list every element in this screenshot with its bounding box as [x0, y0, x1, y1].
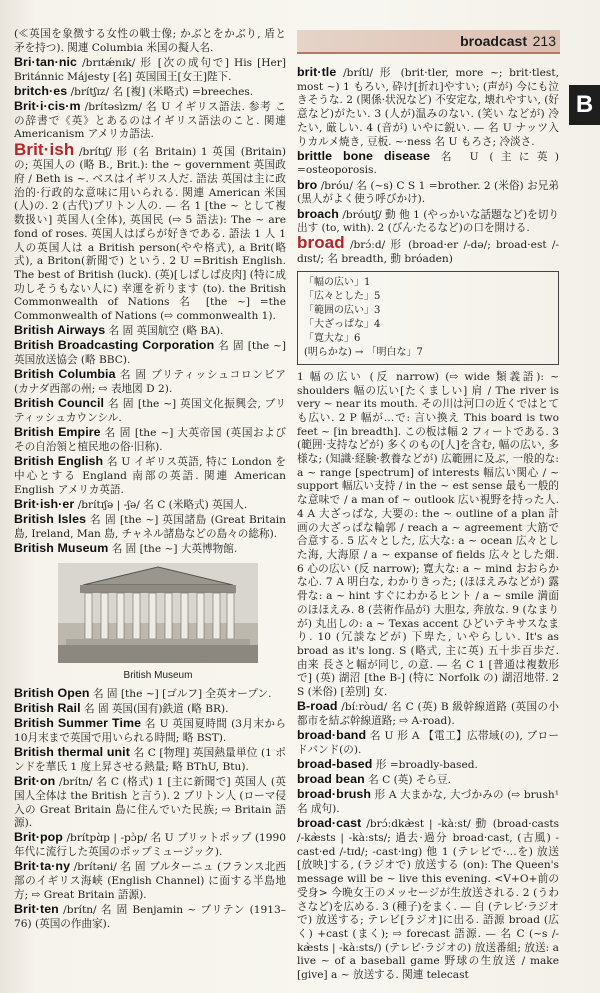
entry-definition: 名 固 [the ~] 英国諸島 (Great Britain 島, Ireland, Man 島, チャネル諸島などの島々の総称). — [14, 513, 286, 540]
entry-headword[interactable]: britch·es — [14, 83, 68, 98]
dictionary-entry — [297, 773, 559, 788]
entry-headword[interactable]: Brit·pop — [14, 830, 63, 845]
entry-headword[interactable]: British Columbia — [14, 367, 116, 382]
entry-definition: /brítʃɪz/ 名 [複] (米略式) =breeches. — [70, 85, 254, 98]
dictionary-entry — [14, 397, 286, 425]
dictionary-entry — [297, 371, 559, 700]
entry-headword[interactable]: bro — [297, 177, 318, 192]
dictionary-entry — [14, 100, 286, 142]
dictionary-entry — [14, 28, 286, 55]
entry-headword[interactable]: British English — [14, 454, 104, 469]
entry-definition: 名 固 [the ~] 大英帝国 (英国およびその自治領と植民地の俗·旧称). — [14, 427, 286, 453]
entry-headword[interactable]: British Rail — [14, 701, 81, 716]
dictionary-entry — [14, 903, 286, 931]
dictionary-entry — [14, 717, 286, 745]
entry-definition: 1 幅の広い (反 narrow) (⇨ wide 類義語): ~ shoulders 幅の広い[たくましい] 肩 / The river is very ~ near its mouth. その川は河口の近くではとても広い. 2 P 幅が…で: 言い換え This board is two feet ~ [in breadth]. この板は幅 2 フィートである. 3 (範囲·支持などが) 多くのもの[人]を含む, 幅の広い, 多様な; (知識·経験·教養などが) 広範囲に及ぶ, 一般的な: a ~ range [spectrum] of interests 幅広い関心 / ~ support 幅広い支持 / in the ~ est sense 最も一般的な意味で / a man of ~ outlook 広い視野を持った人. 4 A 大ざっぱな, 大要の: the ~ outline of a plan 計画の大ざっぱな輪郭 / reach a ~ agreement 大筋で合意する. 5 広々とした, 広大な: a ~ ocean 広々とした海, 大海原 / a ~ expanse of fields 広々とした畑. 6 心の広い (反 narrow); 寛大な: a ~ mind おおらかな心. 7 A 明白な, わかりきった; (ほほえみなどが) 露骨な: a ~ hint すぐにわかるヒント / a ~ smile 満面のほほえみ. 8 (芸術作品が) 大胆な, 奔放な. 9 (なまりが) 丸出しの: a ~ Texas accent ひどいテキサスなまり. 10 (冗談などが) 下卑た, いやらしい. It's as broad as it's long. S (略式, 主に英) 五十歩百歩だ. 由来 長さと幅が同じ, の意. — 名 C 1 [普通は複数形で] (英) 湖沼 [the B-] (特に Norfolk の) 湖沼地帯. 2 S (米俗) [差別] 女. — [297, 370, 559, 699]
entry-headword[interactable]: Bri·tan·nic — [14, 54, 78, 69]
dictionary-entry — [14, 831, 286, 859]
entry-definition: 名 固 ブリティッシュコロンビア (カナダ西部の州; ⇨ 表地図 D 2). — [14, 369, 286, 396]
dictionary-entry — [14, 746, 286, 774]
entry-definition: 名 U (主に英) =osteoporosis. — [297, 150, 559, 177]
meaning-map-line: 「広々とした」5 — [304, 290, 381, 302]
entry-headword[interactable]: Brit·ish·er — [14, 496, 75, 511]
entry-headword[interactable]: British Empire — [14, 425, 101, 440]
entry-definition: /bíːròud/ 名 C (英) B 級幹線道路 (英国の小都市を結ぶ幹線道路; ⇨ A-road). — [297, 701, 559, 727]
entry-definition: 名 U 英国夏時間 (3月末から10月末まで英国で用いられる時間; 略 BST). — [14, 718, 287, 745]
dictionary-entry — [14, 324, 286, 339]
entry-definition: 名 固 [the ~] 英国放送協会 (略 BBC). — [14, 340, 286, 367]
dictionary-entry — [14, 455, 286, 497]
entry-definition: 名 U 形 A 【電工】広帯域(の), ブロードバンド(の). — [297, 730, 559, 756]
entry-headword[interactable]: brittle bone disease — [297, 148, 431, 163]
entry-headword[interactable]: Brit·on — [14, 774, 56, 789]
entry-definition: (≪英国を象徴する女性の戦士像; かぶとをかぶり, 盾と矛を持つ). 関連 Columbia 米国の擬人名. — [14, 28, 286, 54]
meaning-map-line: (明らかな) → 「明白な」7 — [304, 346, 423, 358]
dictionary-entry — [14, 860, 286, 902]
entry-definition: 名 U イギリス英語, 特に London を中心とする England 南部の英語. 関連 American English アメリカ英語. — [14, 456, 286, 496]
dictionary-entry — [297, 700, 559, 728]
entry-headword[interactable]: broad·cast — [297, 816, 362, 831]
dictionary-entry — [14, 498, 286, 513]
entry-headword[interactable]: broad — [297, 233, 345, 253]
entry-headword[interactable]: British Summer Time — [14, 716, 142, 731]
entry-headword[interactable]: broad·brush — [297, 787, 372, 802]
entry-definition: 名 固 [the ~] 英国文化振興会, ブリティッシュカウンシル. — [14, 398, 286, 424]
entry-definition: /bróu/ 名 (~s) C S 1 =brother. 2 (米俗) お兄弟 (黒人がよく使う呼びかけ). — [297, 179, 559, 206]
entry-definition: /brítɪʃə | -ʃə/ 名 C (米略式) 英国人. — [77, 498, 248, 511]
meaning-map-line: 「幅の広い」1 — [304, 276, 371, 288]
entry-headword[interactable]: broach — [297, 206, 339, 221]
entry-headword[interactable]: British thermal unit — [14, 745, 130, 760]
entry-definition: /brítl/ 形 (brit·tler, more ~; brit·tlest, most ~) 1 もろい, 砕け[折れ]やすい; (声が) 今にも泣きそうな. 2 (関係·状況など) 不安定な, 壊れやすい, (好意など)がたい. 3 (人が)温みのない. (笑い などが) 冷たい, 厳しい. 4 (音が) いやに鋭い. — 名 U ナッツ入りカルメ焼き, 豆板. ~·ness 名 U もろさ; 冷淡さ. — [297, 67, 559, 148]
entry-definition: /brítn/ 名 C (格式) 1 [主に新聞で] 英国人 (英国人全体は the British と言う). 2 ブリトン人 (ローマ侵入の Great Britain 島に住んでいた民族; ⇨ Britain 語源). — [14, 776, 286, 830]
entry-headword[interactable]: British Broadcasting Corporation — [14, 338, 215, 353]
dictionary-entry — [297, 729, 559, 757]
meaning-map-line: 「大ざっぱな」4 — [304, 318, 381, 330]
entry-definition: /brítəni/ 名 固 ブルターニュ (フランス北西部のイギリス海峡 (English Channel) に面する半島地方; ⇨ Great Britain 語源). — [14, 861, 287, 901]
dictionary-entry — [14, 85, 286, 100]
meaning-map-line: 「寛大な」6 — [304, 332, 361, 344]
dictionary-entry — [297, 66, 559, 149]
dictionary-entry — [297, 179, 559, 207]
entry-headword[interactable]: Brit·ten — [14, 901, 59, 916]
entry-definition: 形 =broadly-based. — [375, 759, 478, 772]
right-column — [297, 66, 559, 983]
thumb-index-tab[interactable]: B — [569, 85, 600, 125]
entry-headword[interactable]: Brit·i·cis·m — [14, 99, 81, 114]
entry-headword[interactable]: Brit·ta·ny — [14, 859, 71, 874]
dictionary-entry — [14, 775, 286, 831]
entry-definition: /brɪtǽnɪk/ 形 [次の成句で] His [Her] Británnic Májesty [名] 英国国王[女王]陛下. — [14, 56, 286, 83]
entry-definition: 形 A 大まかな, 大づかみの (⇨ brush¹ 名 成句). — [297, 789, 559, 816]
entry-definition: 名 固 [the ~] 大英博物館. — [111, 542, 238, 555]
entry-definition: /brítɪʃ/ 形 (名 Britain) 1 英国 (Britain) の; 英国人の (略 B., Brit.): the ~ government 英国政府 / Beth is ~. ベスはイギリス人だ. 語法 英国は主に政治的·行政的な意味に用いられる. 関連 American 米国(人)の. 2 (古代)ブリトン人の. — 名 1 [the ~ として複数扱い] 英国人(全体), 英国民 (⇨ 5 語法): The ~ are fond of roses. 英国人はばらが好きである. 語法 1 人 1 人の英国人は a British person(やや格式), a Brit(略式), a Briton(新聞で) という. 2 U =British English. The best of British (luck). (英)[しばしば皮肉] (特に成功しそうもない人に) 幸運を祈ります (to). the British Commonwealth of Nations 名 [the ~] =the Commonwealth of Nations (⇨ commonwealth 1). — [14, 145, 286, 323]
dictionary-entry — [297, 233, 559, 266]
dictionary-entry — [14, 139, 286, 324]
left-column — [14, 28, 286, 932]
entry-headword[interactable]: broad·band — [297, 728, 367, 743]
dictionary-entry — [297, 758, 559, 773]
entry-headword[interactable]: British Museum — [14, 540, 109, 555]
dictionary-entry — [14, 702, 286, 717]
dictionary-entry — [14, 513, 286, 541]
entry-headword[interactable]: British Isles — [14, 511, 87, 526]
entry-definition: /brɔ́ːd/ 形 (broad·er /-də/; broad·est /-dɪst/; 名 breadth, 動 bróaden) — [297, 239, 559, 266]
meaning-map-box — [297, 271, 559, 365]
entry-headword[interactable]: British Open — [14, 685, 90, 700]
entry-definition: 名 C (英) そら豆. — [368, 774, 451, 787]
entry-headword[interactable]: broad bean — [297, 772, 365, 787]
dictionary-entry — [14, 426, 286, 454]
dictionary-entry — [14, 687, 286, 702]
entry-headword[interactable]: B-road — [297, 699, 338, 714]
entry-definition: /bróutʃ/ 動 他 1 (やっかいな話題など)を切り出す (to, with). 2 (びん·たるなど)の口を開ける. — [297, 208, 559, 235]
entry-definition: /brɔ́ːdkæ̀st | -kàːst/ 動 (broad·casts /-kæ̀sts | -kàːsts/; 過去·過分 broad·cast, (古風) -cast·ed /-tɪd/; -cast·ing) 他 1 (テレビで·…を) 放送[放映]する, (ラジオで) 放送する (on): The Queen's message will be ~ live this evening. <V+O+前の受身> 今晩女王のメッセージが生放送される. 2 (うわさなど)を広める. 3 (種子)をまく. — 自 (テレビ·ラジオで) 放送する; テレビ[ラジオ]に出る. 語源 broad (広く) +cast (まく); ⇨ forecast 語源. — 名 C (~s /-kæ̀sts | -kàːsts/) (テレビ·ラジオの) 放送番組; 放送: a live ~ of a baseball game 野球の生放送 / make [give] a ~ 放送する. 関連 telecast — [297, 818, 560, 982]
entry-definition: 名 固 英国(国有)鉄道 (略 BR). — [83, 703, 229, 716]
dictionary-entry — [14, 56, 286, 84]
dictionary-entry — [297, 788, 559, 816]
entry-definition: 名 C [物理] 英国熱量単位 (1 ポンドを華氏 1 度上昇させる熱量; 略 BThU, Btu). — [14, 747, 287, 773]
meaning-map-line: 「範囲の広い」3 — [304, 304, 381, 316]
british-museum-image — [58, 563, 258, 663]
page-number: 213 — [532, 33, 556, 49]
running-head: broadcast — [460, 33, 527, 49]
british-museum-figure — [58, 563, 258, 683]
entry-headword[interactable]: brit·tle — [297, 65, 337, 79]
entry-definition: /brítpɑ̀p | -pɔ̀p/ 名 U ブリットポップ (1990 年代に流行した英国のポップミュージック). — [14, 832, 286, 859]
dictionary-entry — [14, 542, 286, 557]
dictionary-entry — [297, 817, 559, 982]
entry-definition: /brítəsìzm/ 名 U イギリス語法. 参考 この辞書で《英》とあるのはイギリス語法のこと. 関連 Americanism アメリカ語法. — [14, 101, 286, 141]
entry-definition: 名 固 英国航空 (略 BA). — [108, 325, 224, 338]
entry-definition: /brítn/ 名 固 Benjamin ~ ブリテン (1913–76) (英国の作曲家). — [14, 903, 286, 930]
entry-headword[interactable]: Brit·ish — [14, 139, 75, 159]
figure-caption: British Museum — [123, 670, 193, 682]
entry-headword[interactable]: British Airways — [14, 323, 106, 338]
dictionary-entry — [297, 208, 559, 236]
dictionary-entry — [14, 368, 286, 396]
dictionary-entry — [14, 339, 286, 367]
dictionary-entry — [297, 150, 559, 178]
entry-definition: 名 固 [the ~] [ゴルフ] 全英オープン. — [92, 687, 272, 700]
entry-headword[interactable]: broad-based — [297, 757, 373, 772]
entry-headword[interactable]: British Council — [14, 396, 105, 411]
